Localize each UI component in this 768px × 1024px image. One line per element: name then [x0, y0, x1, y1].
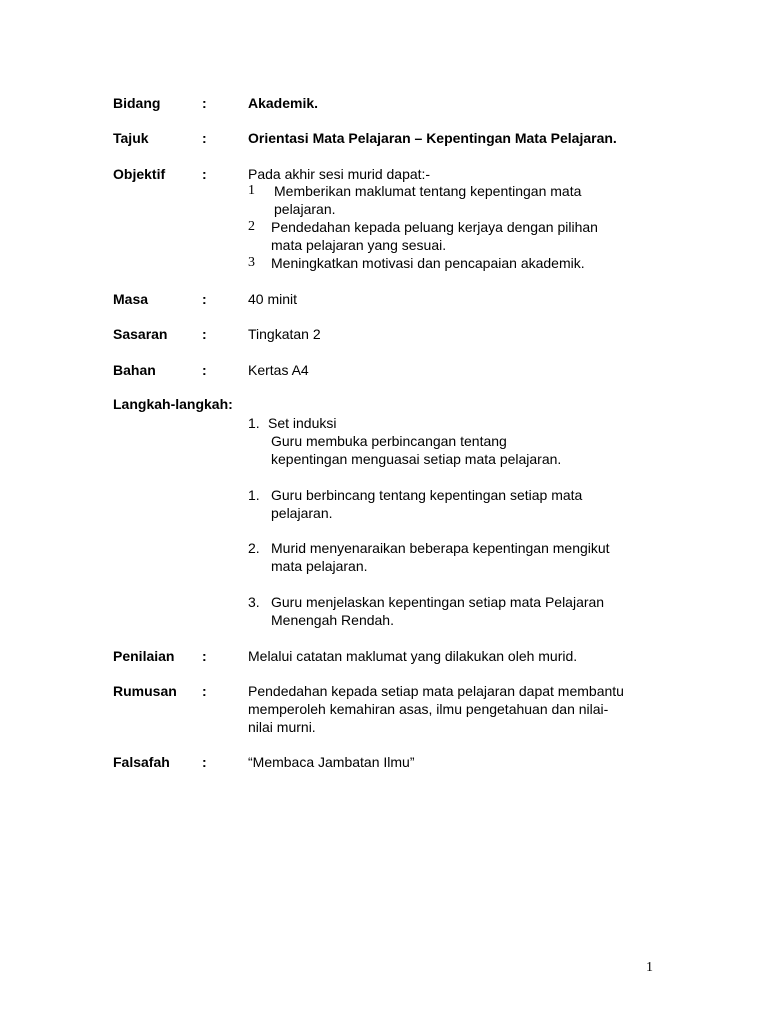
sasaran-colon: : [202, 326, 207, 342]
rumusan-label: Rumusan [113, 683, 177, 699]
bidang-colon: : [202, 95, 207, 111]
bahan-label: Bahan [113, 362, 156, 378]
penilaian-label: Penilaian [113, 648, 175, 664]
step-number: 2. [248, 540, 260, 556]
sasaran-value: Tingkatan 2 [248, 326, 321, 342]
objektif-item-text: Meningkatkan motivasi dan pencapaian akademik. [271, 255, 585, 271]
step-text: kepentingan menguasai setiap mata pelajaran. [271, 451, 562, 467]
tajuk-colon: : [202, 130, 207, 146]
masa-value: 40 minit [248, 291, 298, 307]
bidang-label: Bidang [113, 95, 161, 111]
step-text: Set induksi [268, 415, 337, 431]
objektif-label: Objektif [113, 166, 166, 182]
masa-label: Masa [113, 291, 149, 307]
step-number: 3. [248, 594, 260, 610]
penilaian-colon: : [202, 648, 207, 664]
objektif-item-text: Memberikan maklumat tentang kepentingan mata [274, 183, 582, 199]
step-text: Guru membuka perbincangan tentang [271, 433, 507, 449]
step-number: 1. [248, 487, 260, 503]
objektif-colon: : [202, 166, 207, 182]
step-text: Guru menjelaskan kepentingan setiap mata Pelajaran [271, 594, 605, 610]
bahan-value: Kertas A4 [248, 362, 309, 378]
tajuk-value: Orientasi Mata Pelajaran – Kepentingan Mata Pelajaran. [248, 130, 617, 146]
step-text: mata pelajaran. [271, 558, 368, 574]
objektif-item-number: 3 [248, 255, 255, 270]
falsafah-value: “Membaca Jambatan Ilmu” [248, 754, 415, 770]
step-text: Guru berbincang tentang kepentingan setiap mata [271, 487, 583, 503]
bidang-value: Akademik. [248, 95, 319, 111]
falsafah-colon: : [202, 754, 207, 770]
objektif-item-number: 1 [248, 183, 255, 198]
rumusan-colon: : [202, 683, 207, 699]
sasaran-label: Sasaran [113, 326, 168, 342]
objektif-item-number: 2 [248, 219, 255, 234]
langkah-label: Langkah-langkah: [113, 396, 233, 412]
penilaian-value: Melalui catatan maklumat yang dilakukan oleh murid. [248, 648, 578, 664]
page-number: 1 [646, 960, 653, 975]
rumusan-text: nilai murni. [248, 719, 316, 735]
objektif-item-text: mata pelajaran yang sesuai. [271, 237, 447, 253]
step-number: 1. [248, 415, 260, 431]
rumusan-text: Pendedahan kepada setiap mata pelajaran dapat membantu [248, 683, 624, 699]
bahan-colon: : [202, 362, 207, 378]
masa-colon: : [202, 291, 207, 307]
objektif-item-text: Pendedahan kepada peluang kerjaya dengan pilihan [271, 219, 598, 235]
falsafah-label: Falsafah [113, 754, 170, 770]
step-text: Menengah Rendah. [271, 612, 394, 628]
rumusan-text: memperoleh kemahiran asas, ilmu pengetahuan dan nilai- [248, 701, 609, 717]
step-text: Murid menyenaraikan beberapa kepentingan mengikut [271, 540, 610, 556]
objektif-intro: Pada akhir sesi murid dapat:- [248, 166, 431, 182]
step-text: pelajaran. [271, 505, 333, 521]
tajuk-label: Tajuk [113, 130, 149, 146]
objektif-item-text: pelajaran. [274, 201, 336, 217]
